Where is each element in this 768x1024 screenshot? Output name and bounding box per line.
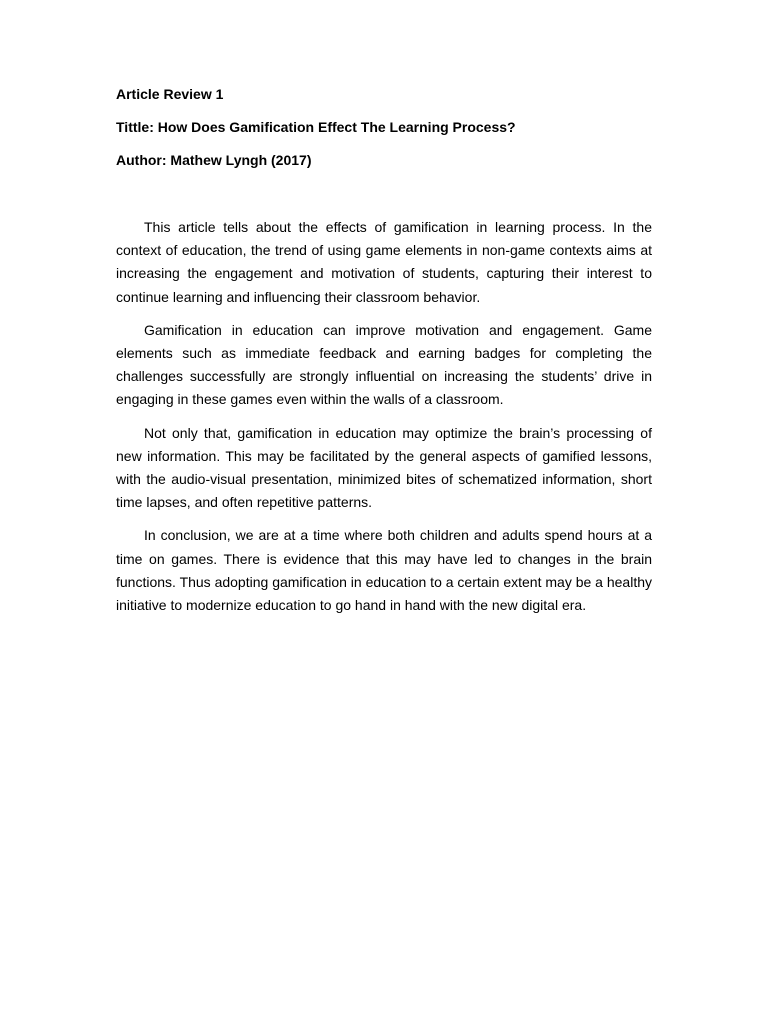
paragraph-4: In conclusion, we are at a time where both children and adults spend hours at a time on games. There is evidence that this may have led to changes in the brain functions. Thus adopting gamification in education to a certain extent may be a healthy initiative to modernize education to go hand in hand with the new digital era.	[116, 527, 652, 614]
document-heading: Article Review 1	[116, 86, 224, 102]
document-title: Tittle: How Does Gamification Effect The Learning Process?	[116, 119, 516, 135]
document-author: Author: Mathew Lyngh (2017)	[116, 152, 312, 168]
document-page	[116, 84, 652, 627]
document-body	[116, 216, 652, 617]
paragraph-2: Gamification in education can improve motivation and engagement. Game elements such as immediate feedback and earning badges for completing the challenges successfully are strongly influential on increasing the students’ drive in engaging in these games even within the walls of a classroom.	[116, 321, 652, 408]
paragraph-1: This article tells about the effects of gamification in learning process. In the context of education, the trend of using game elements in non-game contexts aims at increasing the engagement and motivation of students, capturing their interest to continue learning and influencing their classroom behavior.	[116, 219, 652, 305]
paragraph-3: Not only that, gamification in education may optimize the brain’s processing of new information. This may be facilitated by the general aspects of gamified lessons, with the audio-visual presentation, minimized bites of schematized information, short time lapses, and often repetitive patterns.	[116, 424, 652, 511]
